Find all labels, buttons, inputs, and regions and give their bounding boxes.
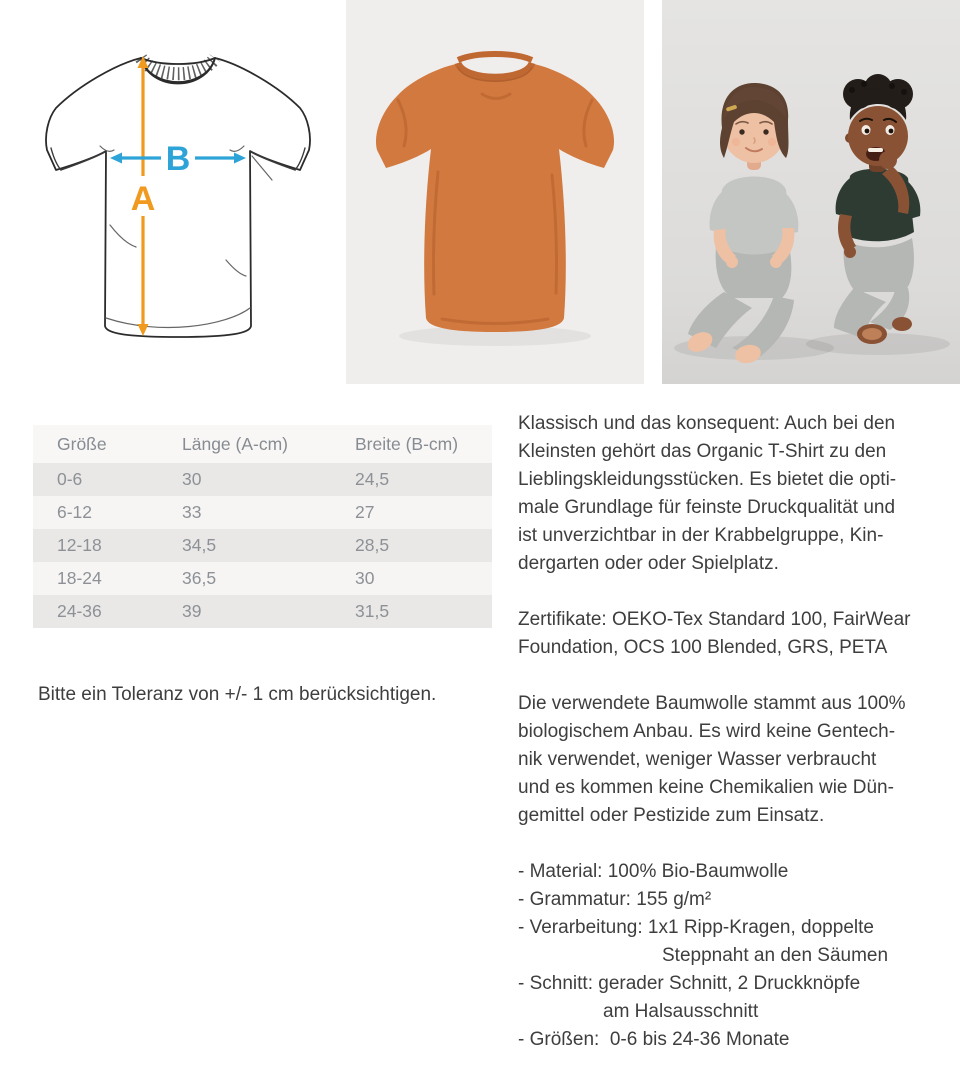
table-row [33,562,492,595]
text-line: biologischem Anbau. Es wird keine Gentech- [518,721,896,742]
spec-verarbeitung: - Verarbeitung: 1x1 Ripp-Kragen, doppelte [518,917,874,938]
tshirt-outline-drawing [20,30,330,360]
table-row [33,463,492,496]
lifestyle-photo-two-babies [662,0,960,384]
orange-tshirt-illustration [346,0,644,384]
column-header-breite: Breite (B-cm) [355,434,459,454]
size-table-header [33,425,492,463]
product-photo-orange-tshirt [346,0,644,384]
cell-width: 24,5 [355,469,390,489]
cell-length: 36,5 [182,568,217,588]
label-b: B [165,140,191,178]
cell-size: 24-36 [57,601,102,621]
cell-size: 18-24 [57,568,102,588]
cell-size: 6-12 [57,502,93,522]
two-babies-illustration [662,0,960,384]
product-description [518,410,950,1054]
text-line: Kleinsten gehört das Organic T-Shirt zu den [518,441,887,462]
table-row [33,529,492,562]
text-line: gemittel oder Pestizide zum Einsatz. [518,805,825,826]
cell-width: 28,5 [355,535,390,555]
column-header-groesse: Größe [57,434,107,454]
cell-width: 31,5 [355,601,390,621]
description-paragraph-intro [518,410,950,578]
cell-width: 27 [355,502,375,522]
text-line: Lieblingskleidungsstücken. Es bietet die opti- [518,469,897,490]
tolerance-note: Bitte ein Toleranz von +/- 1 cm berücksichtigen. [38,684,437,705]
text-line: Klassisch und das konsequent: Auch bei den [518,413,896,434]
cell-length: 30 [182,469,202,489]
spec-material: - Material: 100% Bio-Baumwolle [518,861,789,882]
description-paragraph-certificates [518,606,950,662]
label-a: A [130,180,156,218]
cell-length: 39 [182,601,202,621]
text-line: Foundation, OCS 100 Blended, GRS, PETA [518,637,888,658]
spec-schnitt-continued: am Halsausschnitt [603,1001,759,1022]
cell-length: 34,5 [182,535,217,555]
cell-size: 12-18 [57,535,102,555]
cell-width: 30 [355,568,375,588]
spec-verarbeitung-continued: Steppnaht an den Säumen [662,945,889,966]
size-table [33,425,492,628]
text-line: male Grundlage für feinste Druckqualität und [518,497,896,518]
spec-grammatur: - Grammatur: 155 g/m² [518,889,712,910]
size-measurement-diagram [20,30,330,360]
text-line: dergarten oder oder Spielplatz. [518,553,779,574]
cell-size: 0-6 [57,469,83,489]
table-row [33,595,492,628]
description-paragraph-cotton [518,690,950,830]
text-line: und es kommen keine Chemikalien wie Dün- [518,777,894,798]
table-row [33,496,492,529]
text-line: nik verwendet, weniger Wasser verbraucht [518,749,877,770]
ribbed-collar-hatching [141,58,215,74]
spec-schnitt: - Schnitt: gerader Schnitt, 2 Druckknöpfe [518,973,861,994]
spec-groessen: - Größen: 0-6 bis 24-36 Monate [518,1029,790,1050]
spec-list [518,858,950,1054]
cell-length: 33 [182,502,202,522]
column-header-laenge: Länge (A-cm) [182,434,289,454]
text-line: ist unverzichtbar in der Krabbelgruppe, Kin- [518,525,884,546]
text-line: Die verwendete Baumwolle stammt aus 100% [518,693,906,714]
text-line: Zertifikate: OEKO-Tex Standard 100, FairWear [518,609,911,630]
